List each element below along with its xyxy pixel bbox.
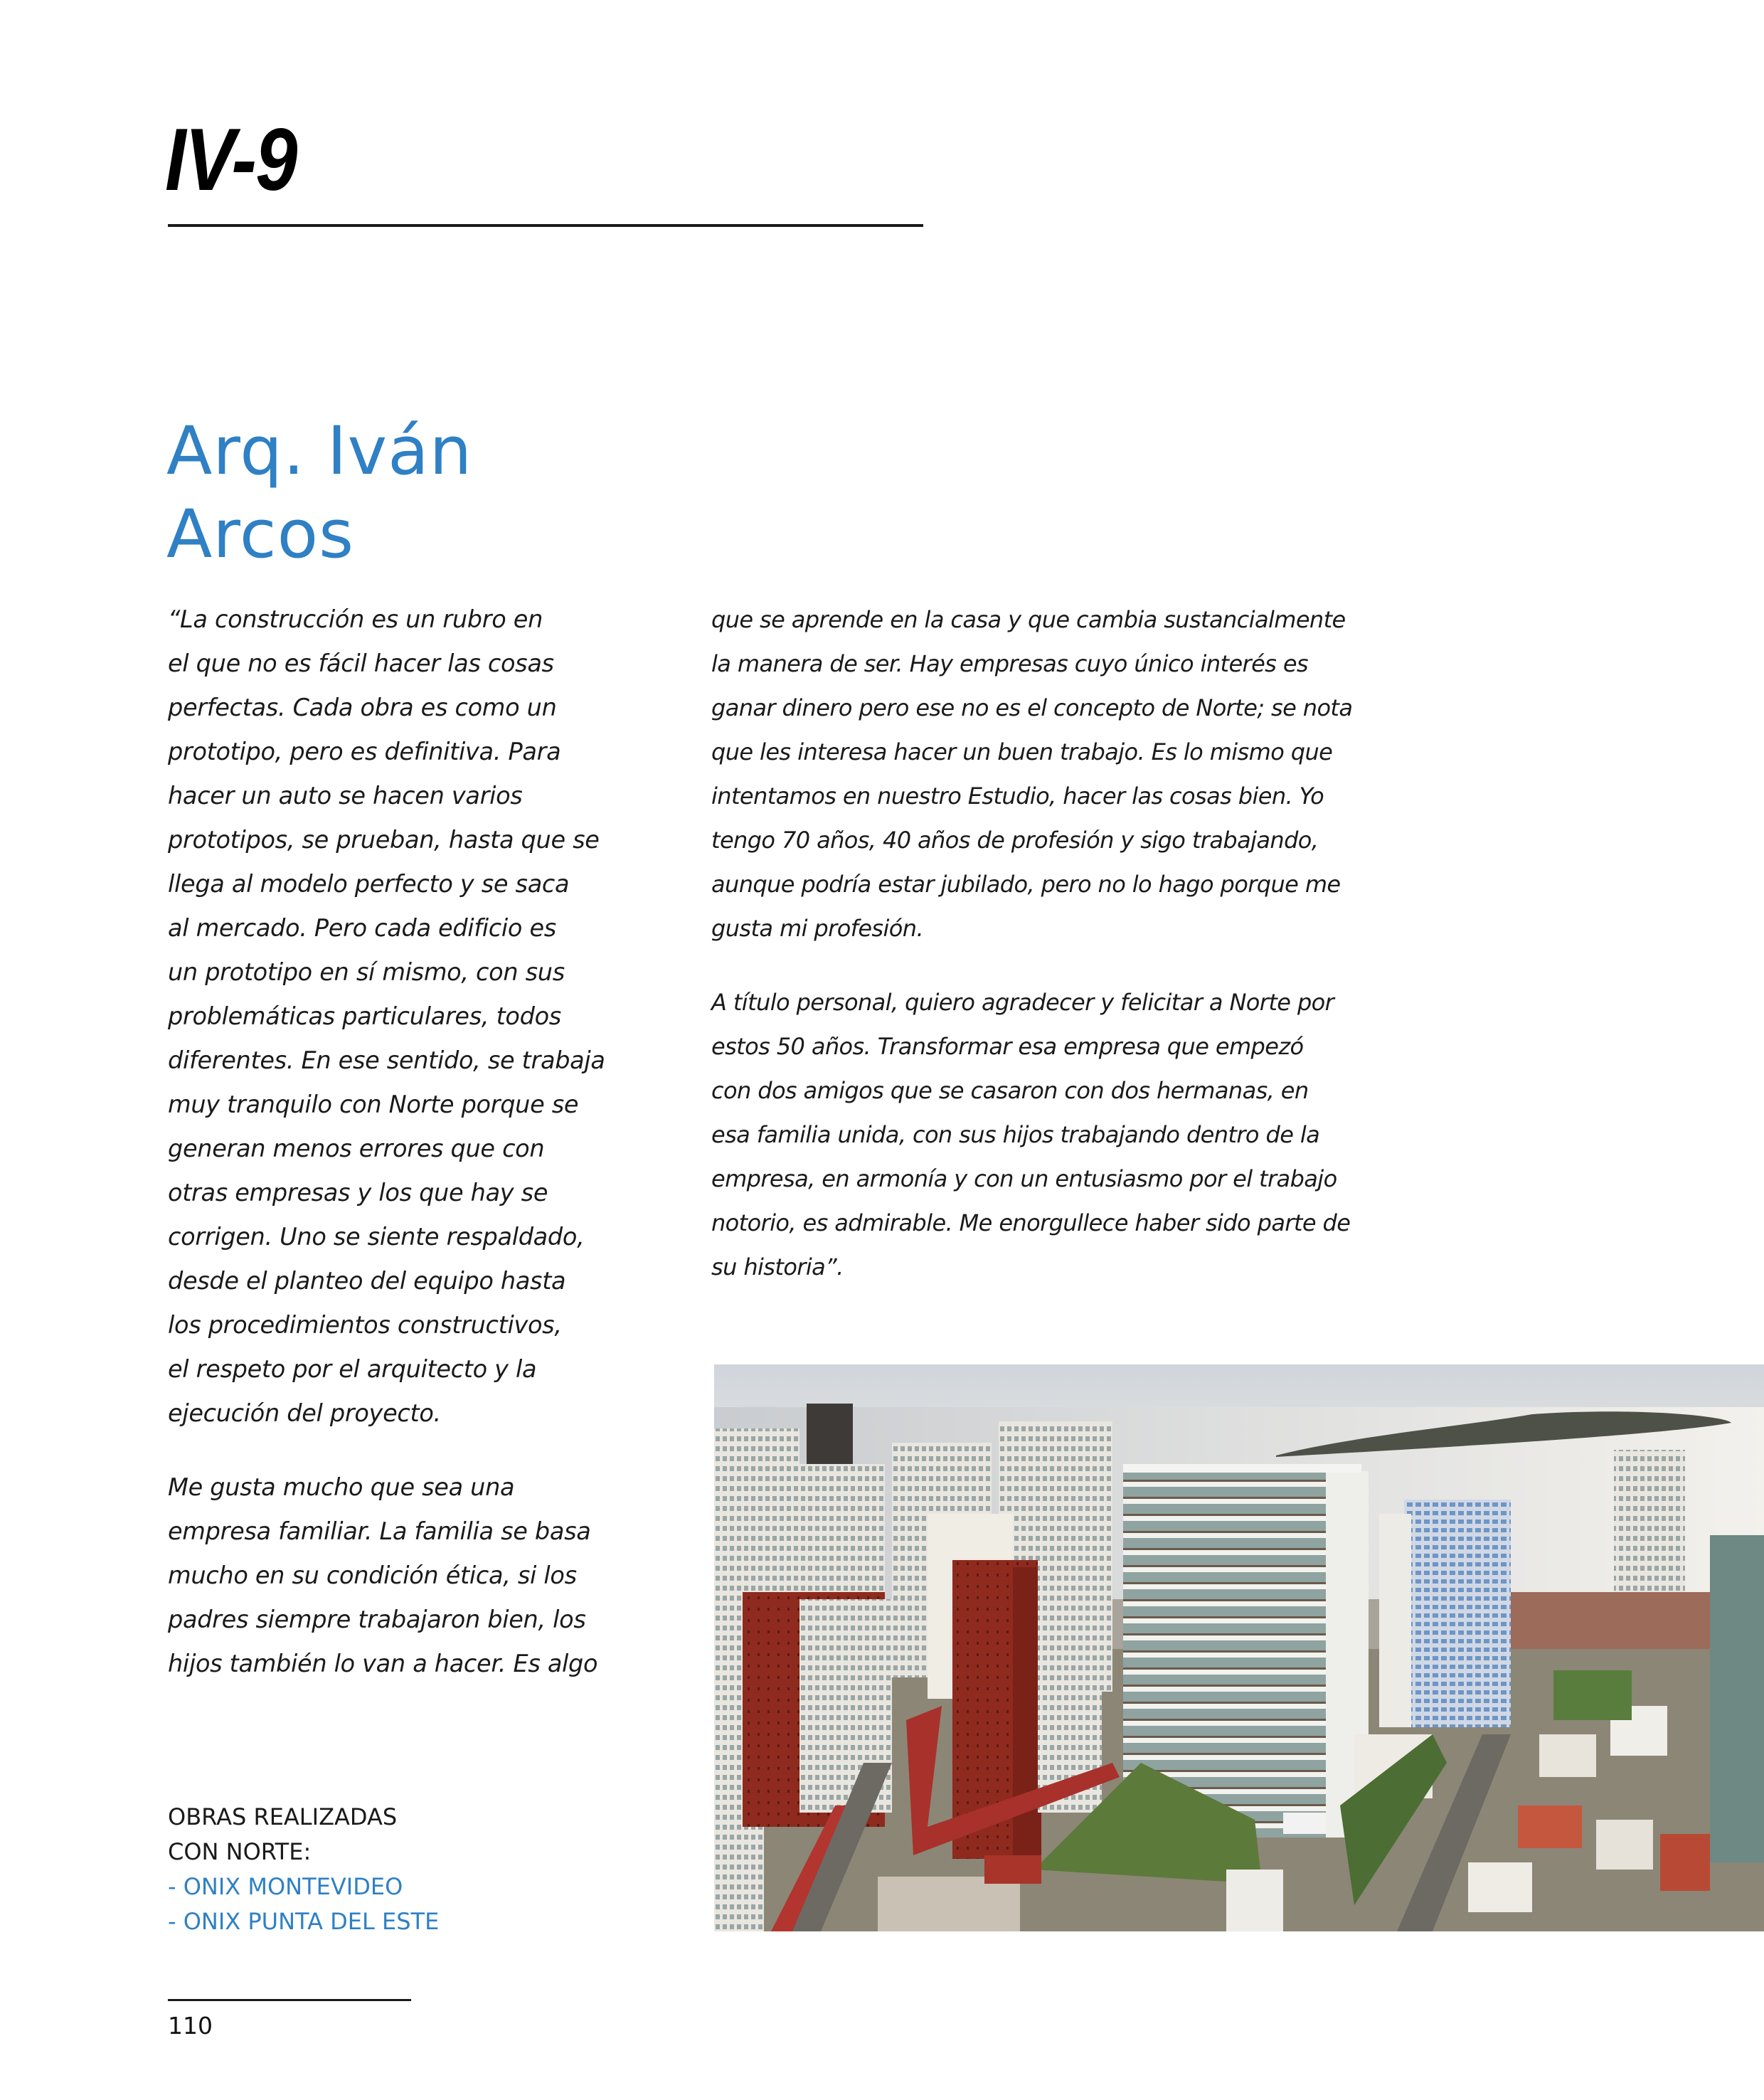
text-column-1: [168, 598, 623, 1686]
works-label-line2: CON NORTE:: [168, 1838, 312, 1865]
text-line: muy tranquilo con Norte porque se: [168, 1091, 579, 1118]
text-line: corrigen. Uno se siente respaldado,: [168, 1223, 585, 1251]
text-line: diferentes. En ese sentido, se trabaja: [168, 1046, 605, 1074]
text-line: prototipos, se prueban, hasta que se: [168, 826, 600, 854]
text-line: ejecución del proyecto.: [168, 1399, 441, 1427]
text-line: otras empresas y los que hay se: [168, 1179, 548, 1207]
text-line: “La construcción es un rubro en: [168, 605, 543, 633]
text-line: tengo 70 años, 40 años de profesión y sigo trabajando,: [711, 827, 1319, 854]
text-line: que les interesa hacer un buen trabajo. Es lo mismo que: [711, 738, 1333, 765]
text-line: llega al modelo perfecto y se saca: [168, 870, 570, 898]
text-line: mucho en su condición ética, si los: [168, 1561, 577, 1589]
text-line: A título personal, quiero agradecer y felicitar a Norte por: [711, 989, 1334, 1016]
text-line: la manera de ser. Hay empresas cuyo único interés es: [711, 650, 1308, 677]
quote-paragraph-4: [711, 980, 1430, 1289]
text-line: su historia”.: [711, 1253, 844, 1280]
quote-paragraph-2: [168, 1465, 623, 1686]
text-line: estos 50 años. Transformar esa empresa que empezó: [711, 1033, 1304, 1060]
header-divider: [168, 224, 923, 227]
works-item: - ONIX PUNTA DEL ESTE: [168, 1908, 440, 1935]
text-line: aunque podría estar jubilado, pero no lo hago porque me: [711, 871, 1341, 898]
text-line: notorio, es admirable. Me enorgullece haber sido parte de: [711, 1209, 1351, 1236]
text-line: un prototipo en sí mismo, con sus: [168, 958, 565, 986]
quote-paragraph-3: [711, 598, 1430, 950]
text-line: al mercado. Pero cada edificio es: [168, 914, 556, 942]
text-line: ganar dinero pero ese no es el concepto de Norte; se nota: [711, 694, 1353, 721]
text-line: el que no es fácil hacer las cosas: [168, 649, 554, 677]
text-line: intentamos en nuestro Estudio, hacer las cosas bien. Yo: [711, 783, 1324, 810]
text-line: perfectas. Cada obra es como un: [168, 694, 557, 721]
aerial-city-photo: [714, 1364, 1764, 1931]
text-line: prototipo, pero es definitiva. Para: [168, 738, 561, 765]
text-line: Me gusta mucho que sea una: [168, 1473, 515, 1501]
page-number: 110: [168, 2012, 213, 2040]
text-line: desde el planteo del equipo hasta: [168, 1267, 566, 1295]
text-line: problemáticas particulares, todos: [168, 1002, 561, 1030]
text-line: generan menos errores que con: [168, 1135, 545, 1162]
text-line: los procedimientos constructivos,: [168, 1311, 562, 1339]
text-line: padres siempre trabajaron bien, los: [168, 1606, 586, 1633]
text-line: hijos también lo van a hacer. Es algo: [168, 1650, 598, 1677]
works-item: - ONIX MONTEVIDEO: [168, 1873, 403, 1900]
text-line: con dos amigos que se casaron con dos hermanas, en: [711, 1077, 1309, 1104]
footer-divider: [168, 1999, 411, 2001]
person-name-line1: Arq. Iván: [166, 413, 473, 490]
text-line: empresa familiar. La familia se basa: [168, 1517, 591, 1545]
text-line: que se aprende en la casa y que cambia sustancialmente: [711, 606, 1346, 633]
text-line: el respeto por el arquitecto y la: [168, 1355, 537, 1383]
person-name: [166, 410, 472, 576]
section-code: IV-9: [165, 111, 297, 209]
works-list: [168, 1800, 439, 1939]
text-line: empresa, en armonía y con un entusiasmo por el trabajo: [711, 1165, 1337, 1192]
works-label-line1: OBRAS REALIZADAS: [168, 1803, 398, 1830]
text-column-2: [711, 598, 1430, 1289]
city-photo-illustration: [714, 1364, 1764, 1931]
text-line: gusta mi profesión.: [711, 915, 924, 942]
quote-paragraph-1: [168, 598, 623, 1436]
text-line: hacer un auto se hacen varios: [168, 782, 523, 810]
text-line: esa familia unida, con sus hijos trabajando dentro de la: [711, 1121, 1320, 1148]
person-name-line2: Arcos: [166, 496, 355, 573]
